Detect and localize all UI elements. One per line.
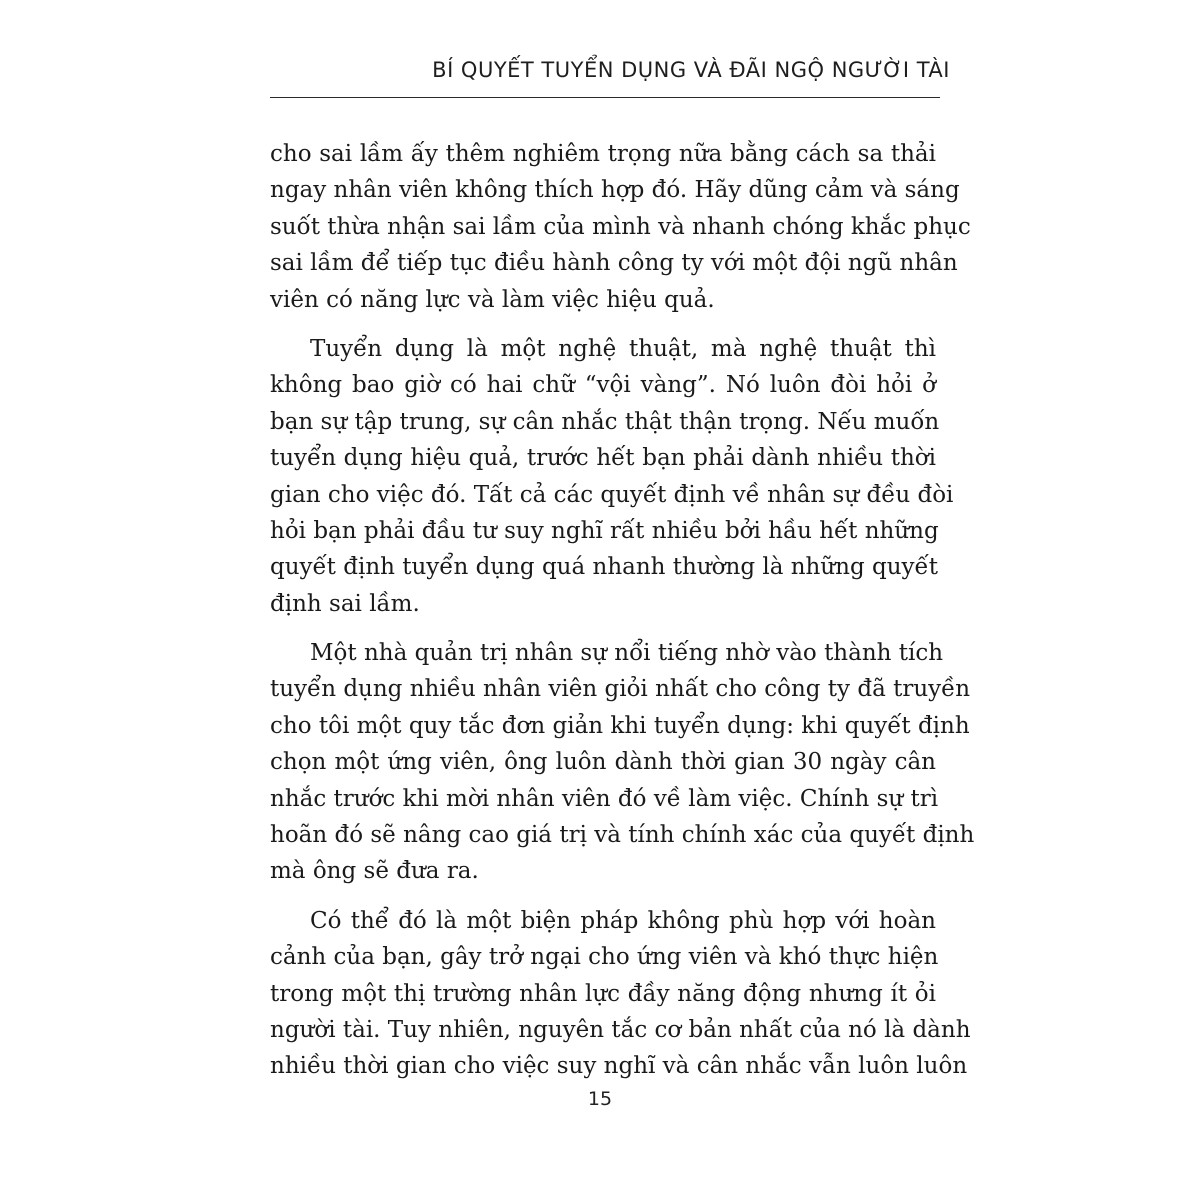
text-line: định sai lầm. (270, 590, 420, 617)
text-line: bạn sự tập trung, sự cân nhắc thật thận trọng. Nếu muốn (270, 408, 940, 435)
text-line: nhiều thời gian cho việc suy nghĩ và cân nhắc vẫn luôn luôn (270, 1053, 968, 1080)
text-line: hoãn đó sẽ nâng cao giá trị và tính chính xác của quyết định (270, 822, 975, 849)
text-line: chọn một ứng viên, ông luôn dành thời gian 30 ngày cân (270, 749, 936, 776)
text-line: Một nhà quản trị nhân sự nổi tiếng nhờ vào thành tích (310, 640, 944, 667)
paragraph-4 (270, 903, 971, 1085)
text-line: nhắc trước khi mời nhân viên đó về làm việc. Chính sự trì (270, 785, 939, 812)
body-text (270, 136, 975, 1098)
header-rule (270, 97, 940, 98)
text-line: Tuyển dụng là một nghệ thuật, mà nghệ thuật thì (310, 335, 936, 362)
text-line: tuyển dụng nhiều nhân viên giỏi nhất cho công ty đã truyền (270, 676, 971, 703)
text-line: sai lầm để tiếp tục điều hành công ty với một đội ngũ nhân (270, 250, 958, 277)
text-line: cho sai lầm ấy thêm nghiêm trọng nữa bằng cách sa thải (270, 141, 936, 167)
text-line: cảnh của bạn, gây trở ngại cho ứng viên và khó thực hiện (270, 944, 939, 971)
text-line: cho tôi một quy tắc đơn giản khi tuyển dụng: khi quyết định (270, 712, 970, 739)
text-line: mà ông sẽ đưa ra. (270, 858, 479, 885)
text-line: gian cho việc đó. Tất cả các quyết định về nhân sự đều đòi (270, 481, 954, 508)
text-line: tuyển dụng hiệu quả, trước hết bạn phải dành nhiều thời (270, 445, 936, 472)
page-number: 15 (587, 1088, 613, 1110)
paragraph-3 (270, 635, 975, 890)
paragraph-1 (270, 136, 971, 318)
text-line: ngay nhân viên không thích hợp đó. Hãy dũng cảm và sáng (270, 177, 960, 204)
text-line: không bao giờ có hai chữ “vội vàng”. Nó luôn đòi hỏi ở (270, 372, 936, 399)
text-line: người tài. Tuy nhiên, nguyên tắc cơ bản nhất của nó là dành (270, 1016, 971, 1043)
text-line: hỏi bạn phải đầu tư suy nghĩ rất nhiều bởi hầu hết những (270, 517, 939, 544)
text-line: suốt thừa nhận sai lầm của mình và nhanh chóng khắc phục (270, 213, 971, 240)
paragraph-2 (270, 331, 954, 622)
text-line: trong một thị trường nhân lực đầy năng động nhưng ít ỏi (270, 980, 936, 1007)
running-header: BÍ QUYẾT TUYỂN DỤNG VÀ ĐÃI NGỘ NGƯỜI TÀI (432, 58, 950, 82)
text-line: viên có năng lực và làm việc hiệu quả. (270, 286, 715, 313)
text-line: quyết định tuyển dụng quá nhanh thường là những quyết (270, 554, 938, 581)
text-line: Có thể đó là một biện pháp không phù hợp với hoàn (310, 907, 936, 934)
